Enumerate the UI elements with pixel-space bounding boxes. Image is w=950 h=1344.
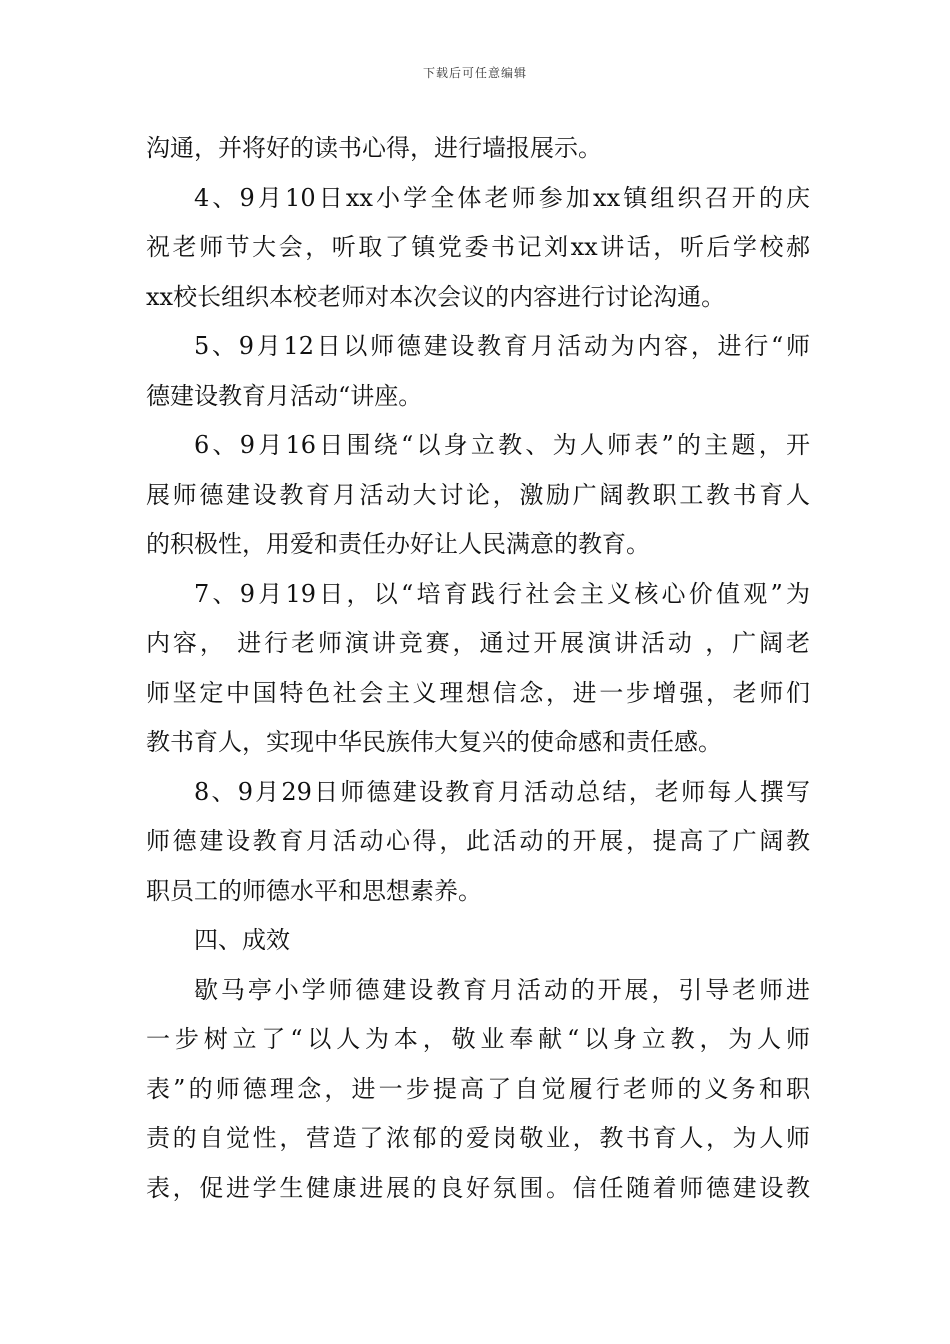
text-line-11: 内容， 进行老师演讲竞赛，通过开展演讲活动 ，广阔老	[146, 629, 810, 657]
text-line-16: 职员工的师德水平和思想素养。	[146, 876, 482, 905]
page-header-note: 下载后可任意编辑	[422, 66, 527, 80]
text-line-20: 表”的师德理念，进一步提高了自觉履行老师的义务和职	[146, 1074, 810, 1103]
text-line-8: 展师德建设教育月活动大讨论，激励广阔教职工教书育人	[146, 480, 810, 509]
text-line-13: 教书育人，实现中华民族伟大复兴的使命感和责任感。	[146, 728, 722, 756]
text-line-15: 师德建设教育月活动心得，此活动的开展，提高了广阔教	[146, 827, 810, 855]
text-line-12: 师坚定中国特色社会主义理想信念，进一步增强，老师们	[146, 678, 810, 707]
text-line-19: 一步树立了“以人为本，敬业奉献“以身立教，为人师	[146, 1025, 810, 1053]
text-line-9: 的积极性，用爱和责任办好让人民满意的教育。	[146, 530, 650, 558]
text-line-14: 8、9月29日师德建设教育月活动总结，老师每人撰写	[194, 777, 810, 806]
text-line-21: 责的自觉性，营造了浓郁的爱岗敬业，教书育人，为人师	[146, 1124, 810, 1152]
text-line-10: 7、9月19日，以“培育践行社会主义核心价值观”为	[194, 579, 810, 608]
text-line-22: 表，促进学生健康进展的良好氛围。信任随着师德建设教	[146, 1173, 810, 1202]
text-line-18: 歇马亭小学师德建设教育月活动的开展，引导老师进	[194, 975, 810, 1004]
text-line-5: 5、9月12日以师德建设教育月活动为内容，进行“师	[194, 332, 810, 360]
document-body	[146, 124, 810, 1213]
section-heading-results: 四、成效	[194, 926, 290, 954]
text-line-3: 祝老师节大会，听取了镇党委书记刘xx讲话，听后学校郝	[146, 233, 810, 261]
text-line-4: xx校长组织本校老师对本次会议的内容进行讨论沟通。	[146, 282, 726, 311]
text-line-6: 德建设教育月活动“讲座。	[146, 381, 423, 410]
text-line-2: 4、9月10日xx小学全体老师参加xx镇组织召开的庆	[194, 183, 810, 212]
text-line-1: 沟通，并将好的读书心得，进行墙报展示。	[146, 134, 602, 162]
text-line-7: 6、9月16日围绕“以身立教、为人师表”的主题，开	[194, 431, 810, 459]
